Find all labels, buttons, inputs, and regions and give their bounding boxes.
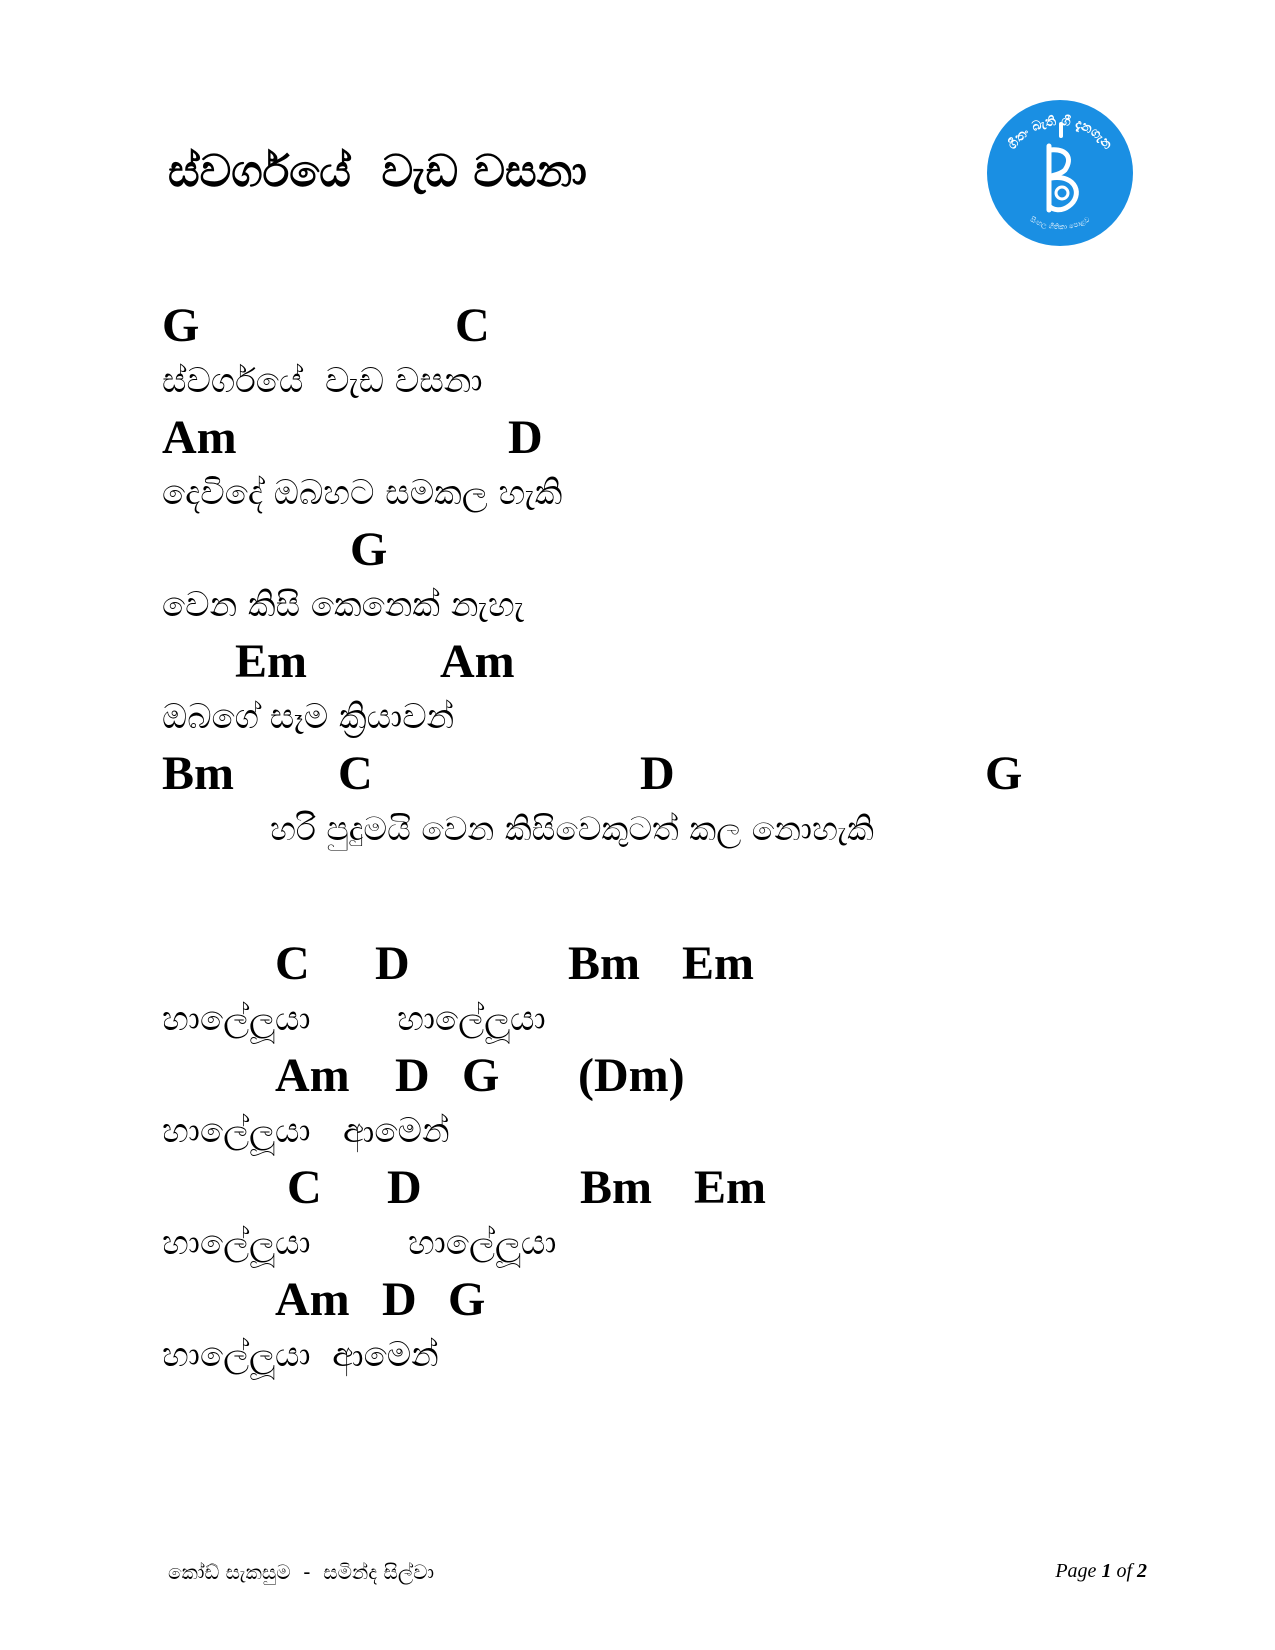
chord: D [387,1161,422,1214]
chord: Bm [580,1161,652,1214]
lyric-line: හාලේලූයා හාලේලූයා [162,999,546,1039]
chord: D [508,411,543,464]
page-total: 2 [1137,1560,1147,1582]
chord-line [0,1049,1275,1102]
chord: G [462,1049,500,1102]
logo-bottom-text: සිංහල ගීතිකා පොළව [1028,215,1092,232]
page-number [1055,1560,1147,1583]
chord: D [395,1049,430,1102]
chord-line [0,937,1275,990]
chord: Em [682,937,754,990]
chord: C [338,747,373,800]
song-title: ස්වර්ගයේ වැඩ වසනා [168,146,587,197]
chord: G [985,747,1023,800]
chord: D [640,747,675,800]
arranger-credit: කෝඩ් සැකසුම - සමින්ද සිල්වා [168,1560,435,1584]
chord: G [162,299,200,352]
lyric-line: හාලේලූයා හාලේලූයා [162,1223,557,1263]
chord-line [0,635,1275,688]
of-word: of [1116,1560,1132,1582]
chord: Am [162,411,237,464]
lyric-line: හරි පුදුමයි වෙන කිසිවෙකුටත් කල නොහැකි [270,809,874,848]
chord-line [0,299,1275,352]
lyric-line: ඔබගේ සෑම ක්‍රියාවන් [162,697,455,737]
chord: G [350,523,388,576]
chord-line [0,1273,1275,1326]
chord: Em [235,635,307,688]
lyric-line: හාලේලූයා ආමෙන් [162,1111,450,1151]
chord-line [0,747,1275,800]
chord-line [0,1161,1275,1214]
chord: Em [694,1161,766,1214]
lyric-line: හාලේලූයා ආමෙන් [162,1335,439,1375]
chord: Bm [162,747,234,800]
chord-line [0,523,1275,576]
chord: Bm [568,937,640,990]
chord: C [455,299,490,352]
chord: D [382,1273,417,1326]
chord: Am [275,1273,350,1326]
page-word: Page [1055,1560,1097,1582]
lyric-line: දෙවිදේ ඔබහට සමකල හැකි [162,473,563,513]
page-current: 1 [1101,1560,1112,1582]
chord: Am [275,1049,350,1102]
lyric-line: වෙන කිසි කෙනෙක් නැහැ [162,585,525,625]
chord: C [287,1161,322,1214]
logo-top-text: ගීතං බැති ගී දැනගැන [1004,113,1115,153]
chord: D [375,937,410,990]
chord: C [275,937,310,990]
lyric-line: ස්වර්ගයේ වැඩ වසනා [162,361,483,401]
chord: G [448,1273,486,1326]
chord-line [0,411,1275,464]
chord: Am [440,635,515,688]
chord: (Dm) [578,1049,685,1102]
